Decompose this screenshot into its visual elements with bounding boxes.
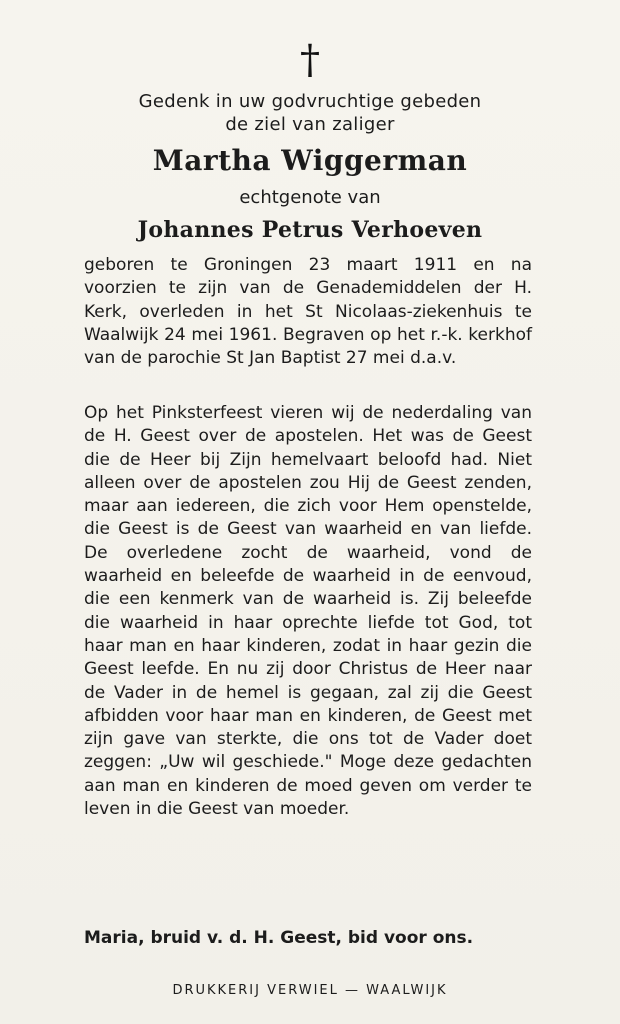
intro-text: [0, 90, 620, 136]
cross-icon: †: [300, 37, 320, 83]
printer-credit: DRUKKERIJ VERWIEL — WAALWIJK: [172, 983, 448, 998]
intro-line-1: Gedenk in uw godvruchtige gebeden: [138, 91, 482, 112]
deceased-name: Martha Wiggerman: [152, 144, 468, 177]
intro-line-2: de ziel van zaliger: [225, 114, 395, 135]
closing-prayer: Maria, bruid v. d. H. Geest, bid voor ons.: [84, 928, 474, 948]
relation-text: echtgenote van: [239, 187, 381, 208]
spouse-name: Johannes Petrus Verhoeven: [137, 217, 483, 243]
biography-paragraph: geboren te Groningen 23 maart 1911 en na voorzien te zijn van de Genademiddelen der H. Kerk, overleden in het St Nicolaas-ziekenhuis te Waalwijk 24 mei 1961. Begraven op het r.-k. kerkhof van de parochie St Jan Baptist 27 mei d.a.v.: [84, 255, 532, 369]
meditation-paragraph: Op het Pinksterfeest vieren wij de nederdaling van de H. Geest over de apostelen. Het was de Geest die de Heer bij Zijn hemelvaart beloofd had. Niet alleen over de apostelen zou Hij de Geest zenden, maar aan iedereen, die zich voor Hem openstelde, die Geest is de Geest van waarheid en van liefde. De overledene zocht de waarheid, vond de waarheid en beleefde de waarheid in de eenvoud, die een kenmerk van de waarheid is. Zij beleefde die waarheid in haar oprechte liefde tot God, tot haar man en haar kinderen, zodat in haar gezin die Geest leefde. En nu zij door Christus de Heer naar de Vader in de hemel is gegaan, zal zij die Geest afbidden voor haar man en kinderen, de Geest met zijn gave van sterkte, die ons tot de Vader doet zeggen: „Uw wil geschiede." Moge deze gedachten aan man en kinderen de moed geven om verder te leven in die Geest van moeder.: [84, 403, 532, 820]
